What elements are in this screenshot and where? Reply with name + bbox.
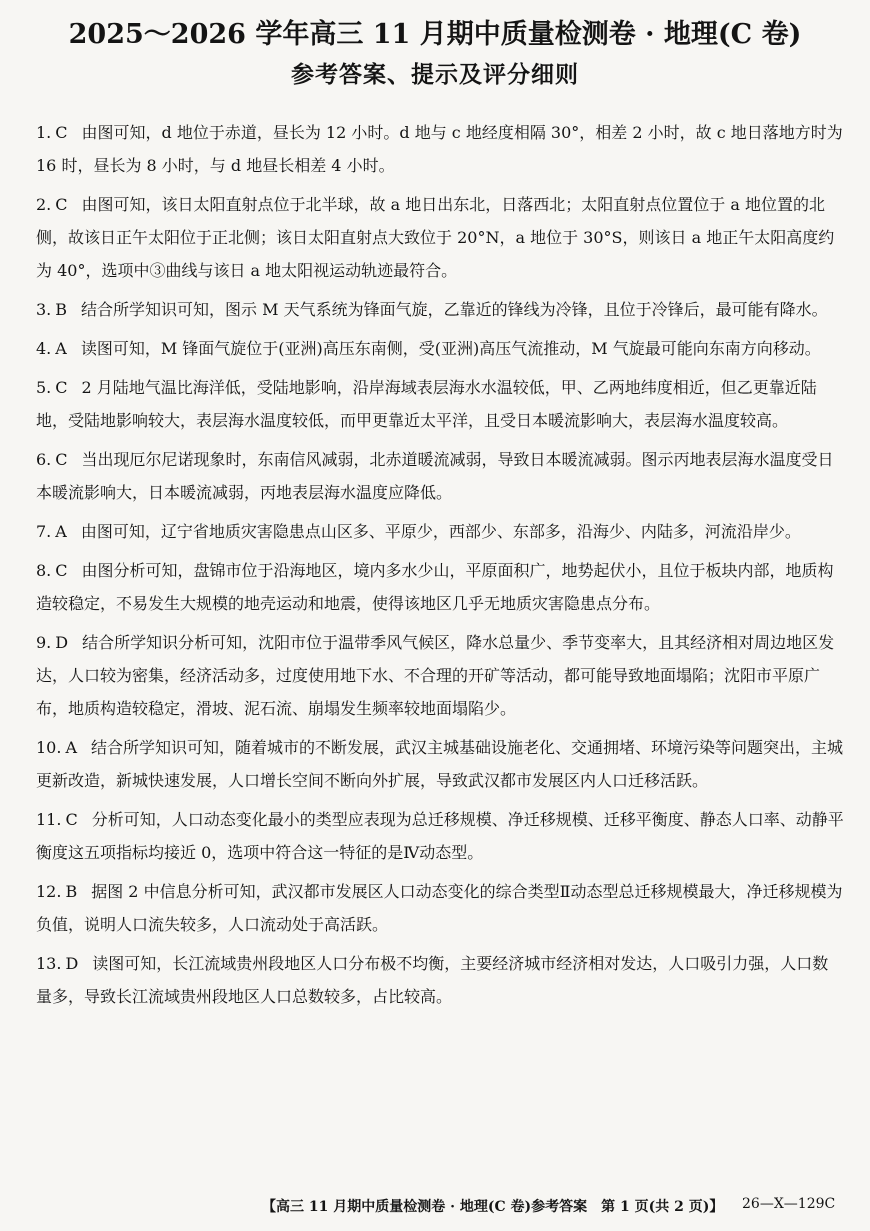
answer-letter: D xyxy=(65,954,79,973)
item-lead xyxy=(36,300,81,319)
question-number: 6. xyxy=(36,450,52,469)
question-number: 5. xyxy=(36,378,52,397)
item-lead xyxy=(36,738,91,757)
question-number: 12. xyxy=(36,882,62,901)
answer-letter: B xyxy=(55,300,68,319)
explanation-text: 2 月陆地气温比海洋低，受陆地影响，沿岸海域表层海水水温较低，甲、乙两地纬度相近，但乙更靠近陆地，受陆地影响较大，表层海水温度较低，而甲更靠近太平洋，且受日本暖流影响大，表层海水温度较高。 xyxy=(36,378,817,430)
item-lead xyxy=(36,450,82,469)
answer-item xyxy=(36,332,844,365)
answer-letter: B xyxy=(65,882,78,901)
answer-item xyxy=(36,947,844,1013)
question-number: 9. xyxy=(36,633,52,652)
answer-letter: C xyxy=(55,561,68,580)
explanation-text: 分析可知，人口动态变化最小的类型应表现为总迁移规模、净迁移规模、迁移平衡度、静态人口率、动静平衡度这五项指标均接近 0，选项中符合这一特征的是Ⅳ动态型。 xyxy=(36,810,844,862)
answer-item xyxy=(36,554,844,620)
answer-item xyxy=(36,293,844,326)
answer-list xyxy=(36,116,844,1019)
question-number: 3. xyxy=(36,300,52,319)
question-number: 10. xyxy=(36,738,62,757)
explanation-text: 结合所学知识分析可知，沈阳市位于温带季风气候区，降水总量少、季节变率大，且其经济相对周边地区发达，人口较为密集，经济活动多，过度使用地下水、不合理的开矿等活动，都可能导致地面塌陷；沈阳市平原广布，地质构造较稳定，滑坡、泥石流、崩塌发生频率较地面塌陷少。 xyxy=(36,633,835,718)
answer-letter: D xyxy=(55,633,69,652)
item-lead xyxy=(36,954,92,973)
question-number: 8. xyxy=(36,561,52,580)
answer-item xyxy=(36,731,844,797)
answer-item xyxy=(36,875,844,941)
answer-letter: C xyxy=(55,195,68,214)
answer-item xyxy=(36,116,844,182)
page-subtitle: 参考答案、提示及评分细则 xyxy=(291,61,579,88)
item-lead xyxy=(36,561,82,580)
answer-letter: A xyxy=(55,339,67,358)
question-number: 7. xyxy=(36,522,52,541)
answer-letter: C xyxy=(55,123,68,142)
explanation-text: 读图可知，长江流域贵州段地区人口分布极不均衡，主要经济城市经济相对发达，人口吸引力强，人口数量多，导致长江流域贵州段地区人口总数较多，占比较高。 xyxy=(36,954,829,1006)
explanation-text: 当出现厄尔尼诺现象时，东南信风减弱，北赤道暖流减弱，导致日本暖流减弱。图示丙地表层海水温度受日本暖流影响大，日本暖流减弱，丙地表层海水温度应降低。 xyxy=(36,450,834,502)
explanation-text: 结合所学知识可知，随着城市的不断发展，武汉主城基础设施老化、交通拥堵、环境污染等问题突出，主城更新改造，新城快速发展，人口增长空间不断向外扩展，导致武汉都市发展区内人口迁移活跃。 xyxy=(36,738,844,790)
item-lead xyxy=(36,522,81,541)
explanation-text: 结合所学知识可知，图示 M 天气系统为锋面气旋，乙靠近的锋线为冷锋，且位于冷锋后，最可能有降水。 xyxy=(81,300,828,319)
answer-item xyxy=(36,371,844,437)
footer-code: 26—X—129C xyxy=(742,1196,836,1212)
answer-item xyxy=(36,515,844,548)
explanation-text: 由图可知，d 地位于赤道，昼长为 12 小时。d 地与 c 地经度相隔 30°，相差 2 小时，故 c 地日落地方时为 16 时，昼长为 8 小时，与 d 地昼长相差 4 小时。 xyxy=(36,123,843,175)
question-number: 11. xyxy=(36,810,62,829)
answer-item xyxy=(36,188,844,287)
answer-letter: A xyxy=(55,522,67,541)
item-lead xyxy=(36,123,82,142)
question-number: 2. xyxy=(36,195,52,214)
explanation-text: 读图可知，M 锋面气旋位于(亚洲)高压东南侧，受(亚洲)高压气流推动，M 气旋最可能向东南方向移动。 xyxy=(80,339,821,358)
footer-page-info: 【高三 11 月期中质量检测卷 · 地理(C 卷)参考答案 第 1 页(共 2 页)】 xyxy=(262,1199,724,1215)
answer-item xyxy=(36,803,844,869)
answer-item xyxy=(36,443,844,509)
explanation-text: 据图 2 中信息分析可知，武汉都市发展区人口动态变化的综合类型Ⅱ动态型总迁移规模最大，净迁移规模为负值，说明人口流失较多，人口流动处于高活跃。 xyxy=(36,882,843,934)
answer-item xyxy=(36,626,844,725)
question-number: 4. xyxy=(36,339,52,358)
item-lead xyxy=(36,339,81,358)
explanation-text: 由图可知，该日太阳直射点位于北半球，故 a 地日出东北，日落西北；太阳直射点位置位于 a 地位置的北侧，故该日正午太阳位于正北侧；该日太阳直射点大致位于 20°N，a 地位于 30°S，则该日 a 地正午太阳高度约为 40°，选项中③曲线与该日 a 地太阳视运动轨迹最符合。 xyxy=(36,195,835,280)
answer-letter: A xyxy=(65,738,78,757)
answer-letter: C xyxy=(55,450,68,469)
explanation-text: 由图分析可知，盘锦市位于沿海地区，境内多水少山，平原面积广，地势起伏小，且位于板块内部，地质构造较稳定，不易发生大规模的地壳运动和地震，使得该地区几乎无地质灾害隐患点分布。 xyxy=(36,561,834,613)
question-number: 1. xyxy=(36,123,52,142)
item-lead xyxy=(36,378,82,397)
item-lead xyxy=(36,195,82,214)
answer-letter: C xyxy=(65,810,78,829)
explanation-text: 由图可知，辽宁省地质灾害隐患点山区多、平原少，西部少、东部多，沿海少、内陆多，河流沿岸少。 xyxy=(80,522,801,541)
item-lead xyxy=(36,810,92,829)
item-lead xyxy=(36,882,91,901)
page-title: 2025～2026 学年高三 11 月期中质量检测卷 · 地理(C 卷) xyxy=(68,19,802,50)
question-number: 13. xyxy=(36,954,62,973)
answer-letter: C xyxy=(55,378,68,397)
item-lead xyxy=(36,633,82,652)
